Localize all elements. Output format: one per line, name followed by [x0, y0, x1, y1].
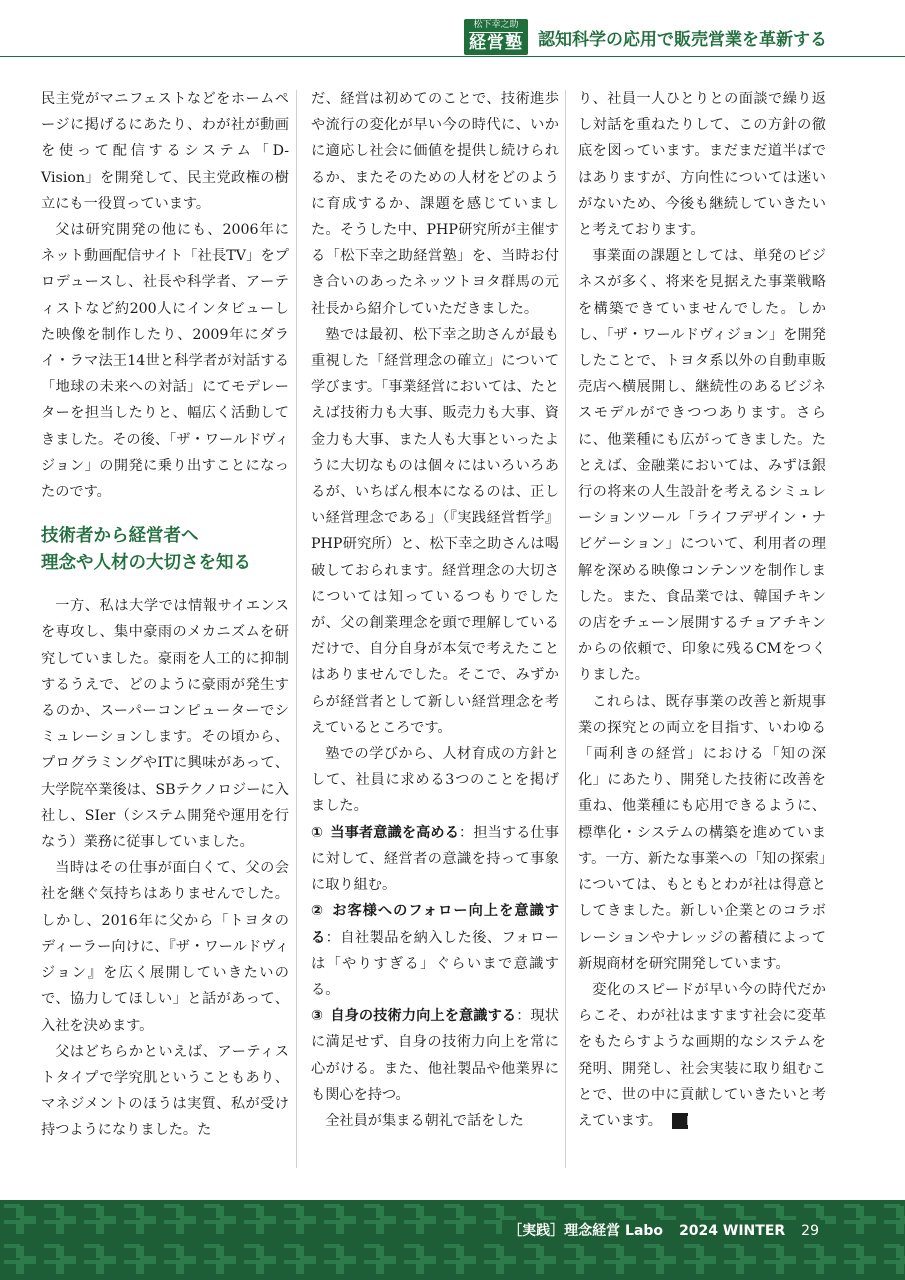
magazine-name: ［実践］理念経営 Labo [508, 1223, 664, 1239]
header-rule [0, 56, 905, 57]
column-divider [296, 90, 297, 1168]
page-number: 29 [801, 1223, 819, 1239]
item-number: ② [311, 903, 325, 920]
footer-pattern-icon [0, 1200, 905, 1280]
paragraph: これらは、既存事業の改善と新規事業の探究との両立を目指す、いわゆる「両利きの経営」における「知の深化」にあたり、開発した技術に改善を重ね、他業種にも応用できるように、標準化・システムの構築を進めています。一方、新たな事業への「知の探索」については、もともとわが社は得意としてきました。新しい企業とのコラボレーションやナレッジの蓄積によって新規商材を研究開発しています。 [578, 693, 826, 972]
item-heading: 自身の技術力向上を意識する [330, 1008, 517, 1025]
column-2 [311, 86, 559, 1134]
article-title: 認知科学の応用で販売営業を革新する [538, 29, 827, 50]
policy-item-3 [311, 1003, 559, 1108]
page-header [464, 18, 827, 56]
item-text: ：担当する仕事に対して、経営者の意識を持って事象に取り組む。 [311, 824, 559, 894]
subheading-line: 技術者から経営者へ [41, 526, 199, 547]
footer-text [502, 1220, 825, 1240]
item-heading: 当事者意識を高める [330, 824, 460, 841]
column-1 [41, 86, 289, 1144]
paragraph: 塾での学びから、人材育成の方針として、社員に求める3つのことを掲げました。 [311, 746, 559, 815]
paragraph: 一方、私は大学では情報サイエンスを専攻し、集中豪雨のメカニズムを研究していました。豪雨を人工的に抑制するうえで、どのように豪雨が発生するのか、スーパーコンピューターでシミュレーションします。その頃から、プログラミングやITに興味があって、大学院卒業後は、SBテクノロジーに入社し、SIer（システム開発や運用を行なう）業務に従事していました。 [41, 598, 289, 851]
paragraph: り、社員一人ひとりとの面談で繰り返し対話を重ねたりして、この方針の徹底を図っています。まだまだ道半ばではありますが、方向性については迷いがないため、今後も継続していきたいと考えております。 [578, 91, 826, 239]
paragraph-text: 変化のスピードが早い今の時代だからこそ、わが社はますます社会に変革をもたらすような画期的なシステムを発明、開発し、社会実装に取り組むことで、世の中に貢献していきたいと考えています。 [578, 981, 826, 1129]
subheading-line: 理念や人材の大切さを知る [41, 553, 251, 574]
policy-item-1 [311, 820, 559, 899]
item-heading: お客様へのフォロー向上を意識する [311, 903, 559, 946]
issue-label: 2024 WINTER [679, 1223, 786, 1239]
policy-item-2 [311, 898, 559, 1003]
item-text: ：自社製品を納入した後、フォローは「やりすぎる」ぐらいまで意識する。 [311, 929, 559, 998]
item-number: ③ [311, 1008, 324, 1025]
paragraph: 父は研究開発の他にも、2006年にネット動画配信サイト「社長TV」をプロデュースし、社長や科学者、アーティストなど約200人にインタビューした映像を制作したり、2009年にダライ・ラマ法王14世と科学者が対話する「地球の未来への対話」にてモデレーターを担当したりと、幅広く活動してきました。その後、「ザ・ワールドヴィジョン」の開発に乗り出すことになったのです。 [41, 222, 289, 501]
paragraph: 事業面の課題としては、単発のビジネスが多く、将来を見据えた事業戦略を構築できていませんでした。しかし、「ザ・ワールドヴィジョン」を開発したことで、トヨタ系以外の自動車販売店へ横展開し、継続性のあるビジネスモデルができつつあります。さらに、他業種にも広がってきました。たとえば、金融業においては、みずほ銀行の将来の人生設計を考えるシミュレーションツール「ライフデザイン・ナビゲーション」について、利用者の理解を深める映像コンテンツを制作しました。また、食品業では、韓国チキンの店をチェーン展開するチョアチキンからの依頼で、印象に残るCMをつくりました。 [578, 248, 826, 684]
item-text: ：現状に満足せず、自身の技術力向上を常に心がける。また、他社製品や他業界にも関心を持つ。 [311, 1008, 559, 1103]
column-divider [565, 90, 566, 1168]
paragraph: 全社員が集まる朝礼で話をした [325, 1112, 524, 1129]
paragraph: だ、経営は初めてのことで、技術進歩や流行の変化が早い今の時代に、いかに適応し社会に価値を提供し続けられるか、またそのための人材をどのように育成するか、課題を感じていました。そうした中、PHP研究所が主催する「松下幸之助経営塾」を、当時お付き合いのあったネッツトヨタ群馬の元社長から紹介していただきました。 [311, 91, 559, 317]
paragraph: 塾では最初、松下幸之助さんが最も重視した「経営理念の確立」について学びます。「事業経営においては、たとえば技術力も大事、販売力も大事、資金力も大事、また人も大事といったように大切なものは個々にはいろいろあるが、いちばん根本になるのは、正しい経営理念である」（『実践経営哲学』PHP研究所）と、松下幸之助さんは喝破しておられます。経営理念の大切さについては知っているつもりでしたが、父の創業理念を頭で理解しているだけで、自分自身が本気で考えたことはありませんでした。そこで、みずからが経営者として新しい経営理念を考えているところです。 [311, 326, 559, 736]
end-mark-icon: L [672, 1113, 688, 1129]
badge-small-text: 松下幸之助 [469, 21, 523, 33]
page-footer [0, 1200, 905, 1280]
section-subheading [41, 523, 289, 577]
paragraph [578, 977, 826, 1134]
item-number: ① [311, 824, 324, 841]
paragraph: 父はどちらかといえば、アーティストタイプで学究肌ということもあり、マネジメントのほうは実質、私が受け持つようになりました。た [41, 1043, 289, 1139]
paragraph: 当時はその仕事が面白くて、父の会社を継ぐ気持ちはありませんでした。しかし、2016年に父から「トヨタのディーラー向けに、『ザ・ワールドヴィジョン』を広く展開していきたいので、協力してほしい」と話があって、入社を決めます。 [41, 860, 289, 1034]
series-badge [464, 19, 528, 55]
column-3 [578, 86, 826, 1134]
paragraph: 民主党がマニフェストなどをホームページに掲げるにあたり、わが社が動画を使って配信するシステム「D-Vision」を開発して、民主党政権の樹立にも一役買っています。 [41, 91, 289, 212]
badge-big-text: 経営塾 [469, 33, 523, 53]
